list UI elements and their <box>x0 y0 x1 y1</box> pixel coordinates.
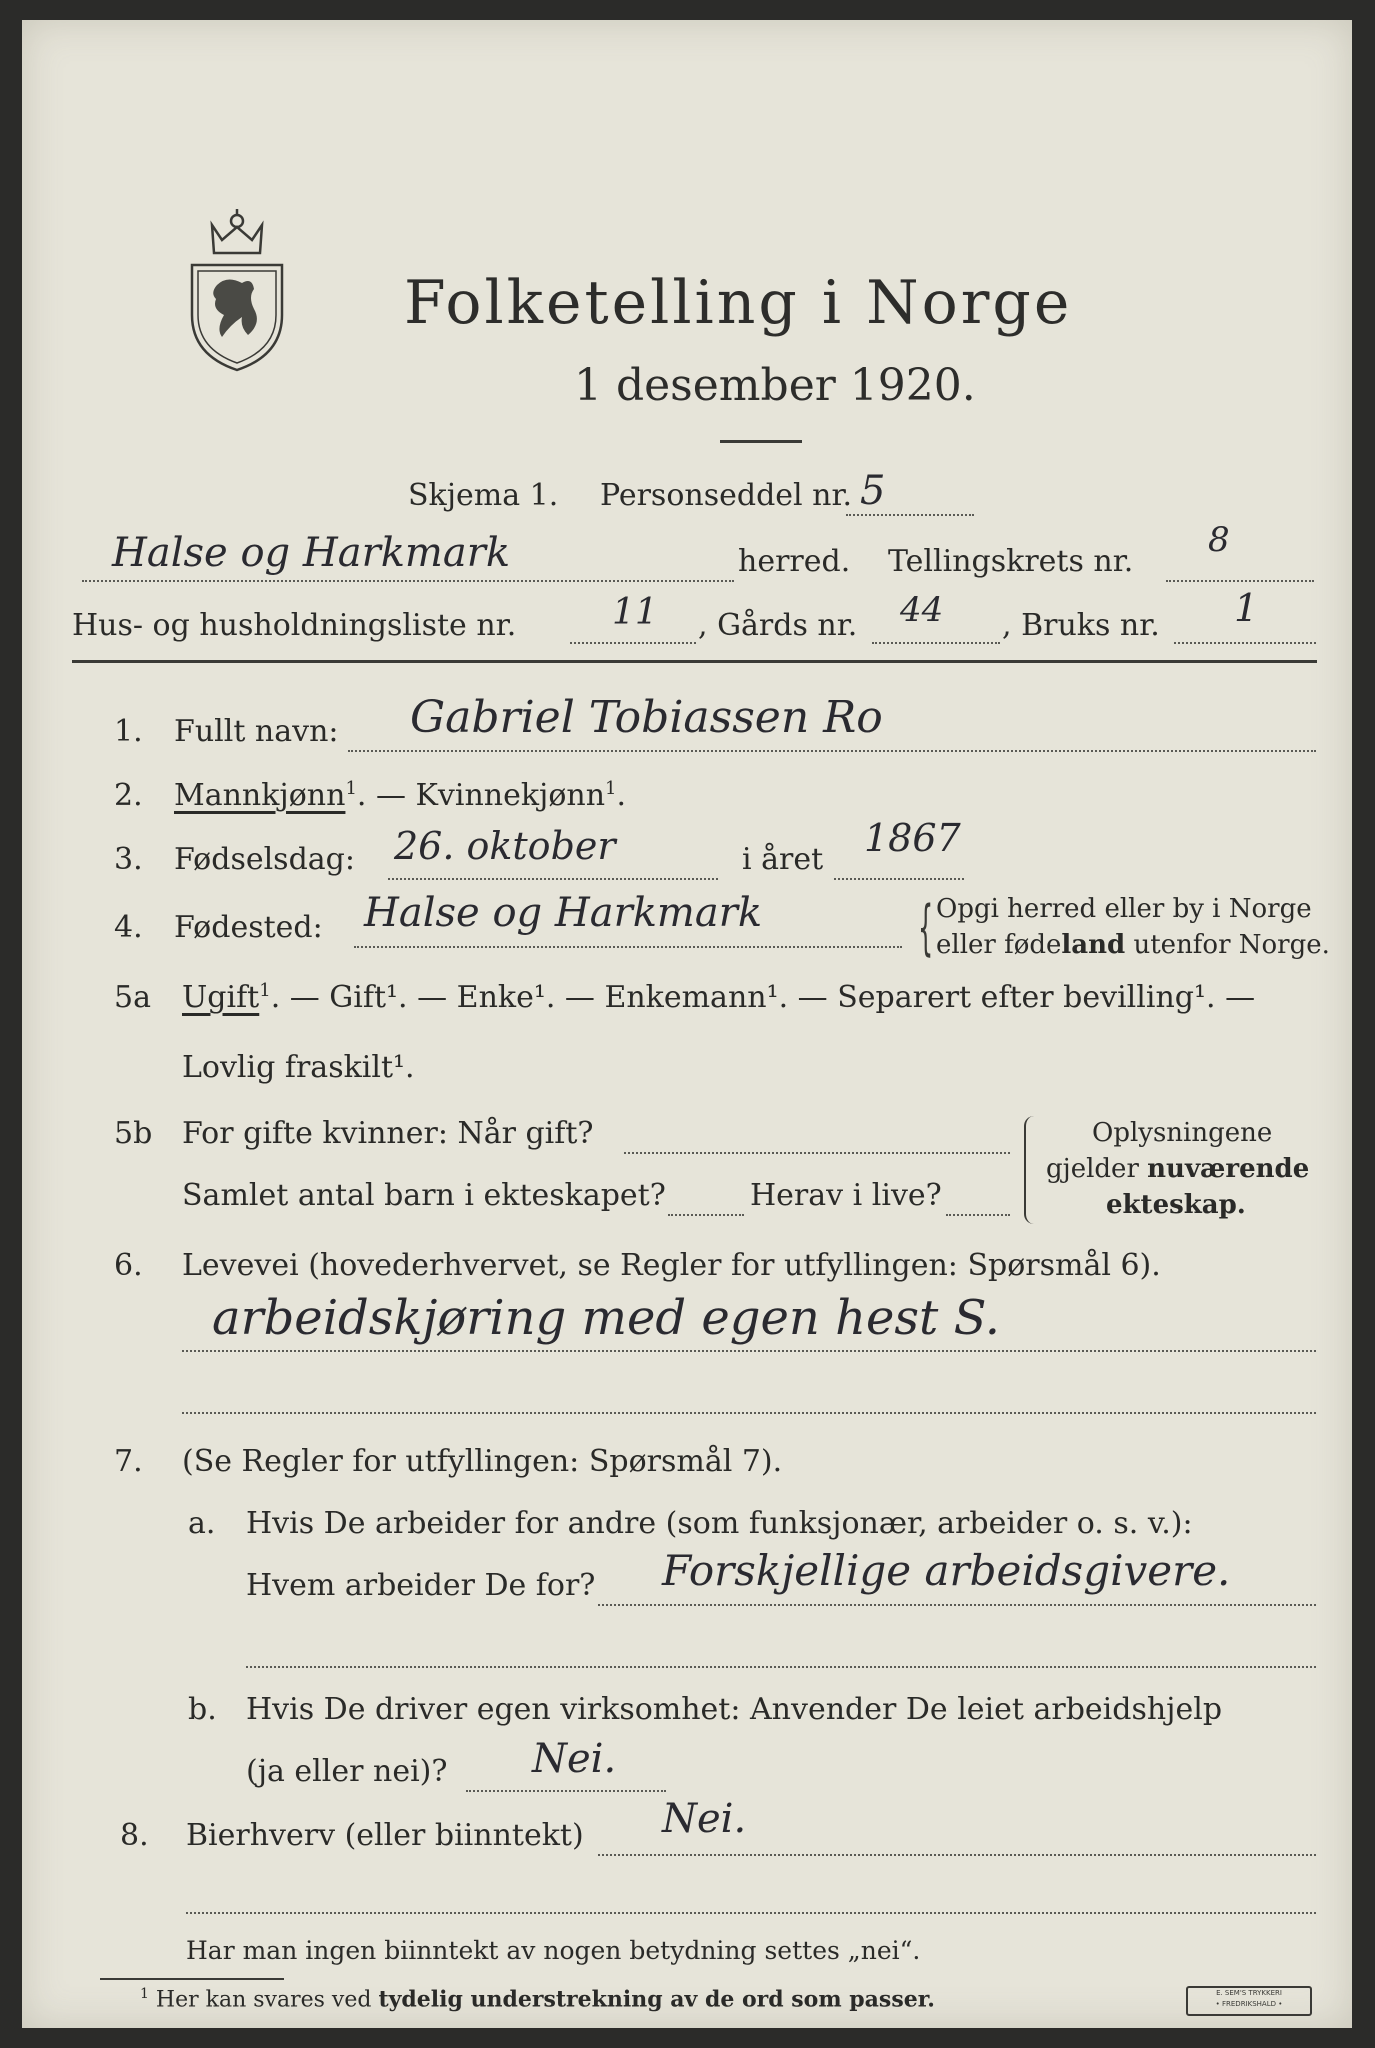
census-form-sheet <box>22 20 1352 2028</box>
gards-value: 44 <box>900 590 944 630</box>
form-title: Folketelling i Norge <box>404 268 1073 338</box>
q8-line-extra <box>186 1912 1316 1914</box>
footnote-divider <box>100 1978 284 1980</box>
footnote: $^1$ Her kan svares ved tydelig understrekning av de ord som passer. <box>140 1986 935 2013</box>
tellingskrets-value: 8 <box>1208 520 1230 560</box>
hus-value: 11 <box>612 592 658 633</box>
personseddel-line <box>846 514 974 516</box>
q7b-value: Nei. <box>532 1736 617 1782</box>
norwegian-lion-crest-icon <box>182 205 292 375</box>
q8-value: Nei. <box>662 1796 747 1842</box>
q7b-line1: Hvis De driver egen virksomhet: Anvender De leiet arbeidshjelp <box>246 1692 1223 1727</box>
q5a-options: Ugift$^1$. — Gift¹. — Enke¹. — Enkemann¹. — Separert efter bevilling¹. — <box>182 980 1256 1015</box>
q7a-employer-value: Forskjellige arbeidsgivere. <box>662 1546 1231 1595</box>
q5b-note-line1: Oplysningene <box>1092 1118 1273 1148</box>
q4-number: 4. <box>114 910 143 945</box>
q7b-line <box>466 1790 666 1792</box>
census-date: 1 desember 1920. <box>574 360 976 411</box>
q7a-line2: Hvem arbeider De for? <box>246 1568 596 1603</box>
personseddel-value: 5 <box>860 468 886 514</box>
q5a-line2: Lovlig fraskilt¹. <box>182 1050 415 1085</box>
q3-label: Fødselsdag: <box>174 842 355 877</box>
hus-line <box>570 642 696 644</box>
q5b-number: 5b <box>114 1116 153 1151</box>
herred-value: Halse og Harkmark <box>112 530 511 576</box>
q5a-number: 5a <box>114 980 151 1015</box>
q4-value: Halse og Harkmark <box>364 890 763 936</box>
bruks-label: , Bruks nr. <box>1002 608 1160 643</box>
q6-line2 <box>182 1412 1316 1414</box>
q3-birthday-value: 26. oktober <box>394 824 616 868</box>
q7a-employer-line <box>598 1604 1316 1606</box>
q8-label: Bierhverv (eller biinntekt) <box>186 1818 584 1853</box>
q3-year-label: i året <box>742 842 824 877</box>
q5b-note-line2: gjelder nuværende <box>1046 1154 1310 1184</box>
q6-line1 <box>182 1350 1316 1352</box>
nei-note: Har man ingen biinntekt av nogen betydning settes „nei“. <box>186 1936 921 1965</box>
hus-label: Hus- og husholdningsliste nr. <box>72 608 517 643</box>
title-divider <box>720 440 802 443</box>
q2-options: Mannkjønn$^1$. — Kvinnekjønn$^1$. <box>174 778 627 813</box>
tellingskrets-line <box>1166 580 1314 582</box>
bruks-line <box>1174 642 1316 644</box>
q1-label: Fullt navn: <box>174 714 339 749</box>
q2-number: 2. <box>114 778 143 813</box>
q7b-number: b. <box>188 1692 217 1727</box>
printer-stamp: E. SEM'S TRYKKERI • FREDRIKSHALD • <box>1186 1986 1312 2016</box>
herred-label: herred. <box>738 544 851 579</box>
q5b-note-brace <box>1024 1116 1040 1224</box>
q3-number: 3. <box>114 842 143 877</box>
q6-value: arbeidskjøring med egen hest S. <box>212 1290 1001 1346</box>
q5b-line2b: Herav i live? <box>750 1178 942 1213</box>
q5b-alive-line <box>946 1214 1010 1216</box>
q8-line <box>598 1854 1316 1856</box>
q7b-line2: (ja eller nei)? <box>246 1754 448 1789</box>
q4-note-brace: { <box>918 893 934 963</box>
q3-year-value: 1867 <box>864 816 961 860</box>
personseddel-label: Personseddel nr. <box>600 478 853 513</box>
q7a-line-extra <box>246 1666 1316 1668</box>
q2-male-option: Mannkjønn <box>174 778 346 813</box>
q5b-children-line <box>668 1214 744 1216</box>
bruks-value: 1 <box>1234 586 1259 630</box>
q6-label: Levevei (hovederhvervet, se Regler for utfyllingen: Spørsmål 6). <box>182 1248 1161 1283</box>
q4-line <box>354 946 902 948</box>
q3-year-line <box>834 878 964 880</box>
q5b-line2a: Samlet antal barn i ekteskapet? <box>182 1178 666 1213</box>
q6-number: 6. <box>114 1248 143 1283</box>
q5b-line1: For gifte kvinner: Når gift? <box>182 1116 594 1151</box>
q7-number: 7. <box>114 1444 143 1479</box>
gards-label: , Gårds nr. <box>698 608 858 643</box>
q5a-ugift-option: Ugift <box>182 980 260 1015</box>
gards-line <box>872 642 1000 644</box>
q8-number: 8. <box>120 1818 149 1853</box>
q1-number: 1. <box>114 714 143 749</box>
tellingskrets-label: Tellingskrets nr. <box>888 544 1134 579</box>
herred-line <box>82 580 734 582</box>
q4-note-line1: Opgi herred eller by i Norge <box>936 894 1312 924</box>
skjema-label: Skjema 1. <box>408 478 559 513</box>
q7a-line1: Hvis De arbeider for andre (som funksjonær, arbeider o. s. v.): <box>246 1506 1193 1541</box>
q5b-note-line3: ekteskap. <box>1106 1190 1246 1220</box>
q7a-number: a. <box>188 1506 216 1541</box>
q4-note-line2: eller fødeland utenfor Norge. <box>936 930 1330 960</box>
q1-value: Gabriel Tobiassen Ro <box>410 692 883 743</box>
header-divider <box>72 660 1317 663</box>
q7-label: (Se Regler for utfyllingen: Spørsmål 7). <box>182 1444 783 1479</box>
q4-label: Fødested: <box>174 910 323 945</box>
q5b-married-line <box>624 1152 1010 1154</box>
q1-line <box>348 750 1316 752</box>
q3-date-line <box>388 878 718 880</box>
